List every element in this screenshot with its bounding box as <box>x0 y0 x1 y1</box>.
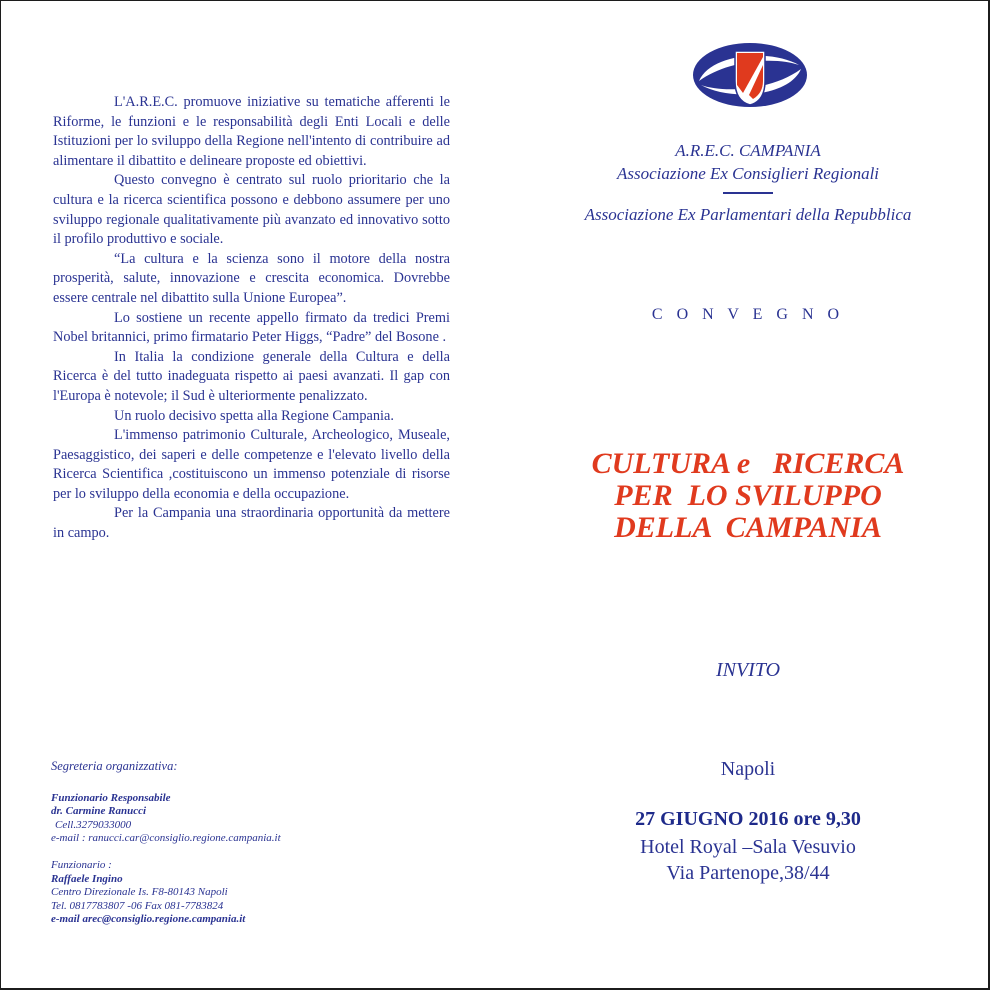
officer-email[interactable]: e-mail arec@consiglio.regione.campania.it <box>51 913 246 926</box>
event-city: Napoli <box>720 758 776 780</box>
event-kind: C O N V E G N O <box>651 306 845 323</box>
org-partner: Associazione Ex Parlamentari della Repubblica <box>584 205 912 224</box>
responsible-contact <box>51 792 451 846</box>
intro-paragraph: Un ruolo decisivo spetta alla Regione Campania. <box>114 407 394 424</box>
officer-address: Centro Direzionale Is. F8-80143 Napoli <box>51 886 228 899</box>
responsible-phone: Cell.3279033000 <box>55 818 132 831</box>
intro-paragraph: Lo sostiene un recente appello firmato da tredici Premi Nobel britannici, primo firmatario Peter Higgs, “Padre” del Bosone . <box>53 309 450 346</box>
secretariat-contacts <box>51 760 451 940</box>
event-title-line: CULTURA e RICERCA <box>591 447 905 480</box>
venue-name: Hotel Royal –Sala Vesuvio <box>640 836 856 858</box>
officer-name: Raffaele Ingino <box>51 872 123 885</box>
venue-address: Via Partenope,38/44 <box>666 862 830 884</box>
intro-paragraph: L'immenso patrimonio Culturale, Archeologico, Museale, Paesaggistico, dei saperi e delle competenze e l'elevato livello della Ricerca Scientifica ,costituiscono un immenso potenziale di risorse per lo sviluppo della economia e della occupazione. <box>53 427 450 502</box>
org-divider <box>723 192 773 194</box>
intro-paragraph: L'A.R.E.C. promuove iniziative su tematiche afferenti le Riforme, le funzioni e le responsabilità degli Enti Locali e delle Istituzioni per lo sviluppo della Regione nell'intento di contribuire ad alimentare il dibattito e delineare proposte ed obiettivi. <box>53 94 450 169</box>
officer-contact <box>51 859 451 927</box>
intro-paragraph: Questo convegno è centrato sul ruolo prioritario che la cultura e la ricerca scientifica possono e debbono assumere per uno sviluppo regionale qualitativamente più avanzato ed innovativo sotto il profilo produttivo e sociale. <box>53 172 450 248</box>
responsible-role: Funzionario Responsabile <box>51 791 171 804</box>
org-name: A.R.E.C. CAMPANIA <box>675 141 821 160</box>
event-title <box>541 448 955 544</box>
responsible-name: dr. Carmine Ranucci <box>51 805 147 818</box>
intro-paragraph: In Italia la condizione generale della Cultura e della Ricerca è del tutto inadeguata rispetto ai paesi avanzati. Il gap con l'Europa è notevole; il Sud è ulteriormente penalizzato. <box>53 348 450 404</box>
event-title-line: PER LO SVILUPPO <box>614 479 882 512</box>
event-venue <box>541 834 955 886</box>
invite-label: INVITO <box>715 659 781 681</box>
secretariat-title: Segreteria organizzativa: <box>51 759 178 773</box>
arec-logo-icon <box>691 41 809 109</box>
intro-text <box>53 93 450 544</box>
event-title-line: DELLA CAMPANIA <box>614 511 882 544</box>
org-subtitle: Associazione Ex Consiglieri Regionali <box>616 164 880 183</box>
officer-role: Funzionario : <box>51 858 112 871</box>
responsible-email[interactable]: e-mail : ranucci.car@consiglio.regione.campania.it <box>51 832 281 845</box>
intro-paragraph: Per la Campania una straordinaria opportunità da mettere in campo. <box>53 505 450 542</box>
officer-phone: Tel. 0817783807 -06 Fax 081-7783824 <box>51 899 224 912</box>
event-datetime: 27 GIUGNO 2016 ore 9,30 <box>635 808 861 830</box>
intro-paragraph: “La cultura e la scienza sono il motore della nostra prosperità, salute, innovazione e crescita economica. Dovrebbe essere centrale nel dibattito sulla Unione Europea”. <box>53 250 450 306</box>
